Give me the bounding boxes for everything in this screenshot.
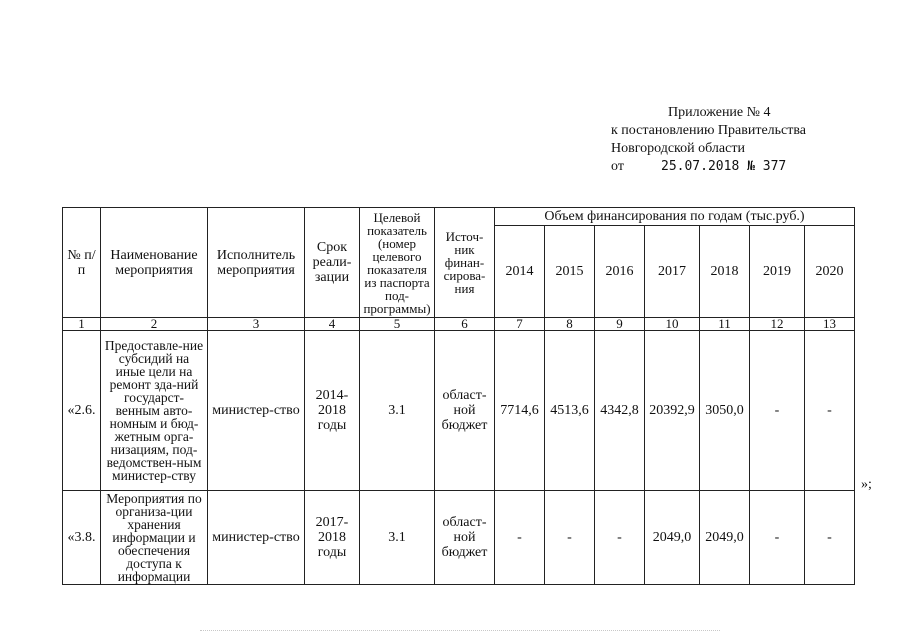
closing-quote-mark: »; xyxy=(861,477,872,492)
row-value: - xyxy=(805,491,855,585)
column-number: 8 xyxy=(545,318,595,331)
row-number: «3.8. xyxy=(63,491,101,585)
date-prefix: от xyxy=(611,159,624,174)
row-value: - xyxy=(495,491,545,585)
appendix-line-2: Новгородской области xyxy=(611,141,745,156)
row-source: област-ной бюджет xyxy=(435,331,495,491)
year-header: 2019 xyxy=(750,226,805,318)
col-executor-header: Исполнитель мероприятия xyxy=(208,208,305,318)
row-term: 2017-2018 годы xyxy=(305,491,360,585)
year-header: 2014 xyxy=(495,226,545,318)
row-value: 7714,6 xyxy=(495,331,545,491)
row-value: - xyxy=(750,491,805,585)
column-number: 1 xyxy=(63,318,101,331)
row-value: 2049,0 xyxy=(645,491,700,585)
appendix-line-1: к постановлению Правительства xyxy=(611,123,807,138)
appendix-date-line xyxy=(611,158,806,176)
column-numbers-row xyxy=(63,318,855,331)
row-name: Предоставле-ние субсидий на иные цели на ремонт зда-ний государст-венным авто-номным и бюд-жетным орга-низациям, под-ведомствен-ным министер-ству xyxy=(101,331,208,491)
column-number: 10 xyxy=(645,318,700,331)
row-value: - xyxy=(805,331,855,491)
row-number: «2.6. xyxy=(63,331,101,491)
year-header: 2018 xyxy=(700,226,750,318)
row-value: 4513,6 xyxy=(545,331,595,491)
row-value: 3050,0 xyxy=(700,331,750,491)
row-value: 4342,8 xyxy=(595,331,645,491)
row-value: - xyxy=(545,491,595,585)
year-header: 2016 xyxy=(595,226,645,318)
appendix-header xyxy=(611,104,806,176)
row-executor: министер-ство xyxy=(208,491,305,585)
column-number: 2 xyxy=(101,318,208,331)
column-number: 3 xyxy=(208,318,305,331)
year-header: 2015 xyxy=(545,226,595,318)
col-source-header: Источ-ник финан-сирова-ния xyxy=(435,208,495,318)
funding-table xyxy=(62,207,855,585)
year-header: 2017 xyxy=(645,226,700,318)
row-target: 3.1 xyxy=(360,331,435,491)
year-header: 2020 xyxy=(805,226,855,318)
row-term: 2014-2018 годы xyxy=(305,331,360,491)
decree-date-number: 25.07.2018 № 377 xyxy=(661,159,787,174)
table-row xyxy=(63,331,855,491)
column-number: 6 xyxy=(435,318,495,331)
column-number: 13 xyxy=(805,318,855,331)
col-funding-header: Объем финансирования по годам (тыс.руб.) xyxy=(495,208,855,226)
col-name-header: Наименование мероприятия xyxy=(101,208,208,318)
table-header-row-1 xyxy=(63,208,855,226)
column-number: 12 xyxy=(750,318,805,331)
row-value: - xyxy=(750,331,805,491)
row-value: 20392,9 xyxy=(645,331,700,491)
column-number: 9 xyxy=(595,318,645,331)
column-number: 11 xyxy=(700,318,750,331)
row-name: Мероприятия по организа-ции хранения информации и обеспечения доступа к информации xyxy=(101,491,208,585)
column-number: 7 xyxy=(495,318,545,331)
col-term-header: Срок реали-зации xyxy=(305,208,360,318)
col-target-header: Целевой показатель (номер целевого показателя из паспорта под-программы) xyxy=(360,208,435,318)
column-number: 5 xyxy=(360,318,435,331)
scan-artifact-line xyxy=(200,630,720,632)
table-row xyxy=(63,491,855,585)
column-number: 4 xyxy=(305,318,360,331)
col-num-header: № п/п xyxy=(63,208,101,318)
row-value: - xyxy=(595,491,645,585)
row-target: 3.1 xyxy=(360,491,435,585)
row-source: област-ной бюджет xyxy=(435,491,495,585)
appendix-title: Приложение № 4 xyxy=(668,105,771,120)
row-value: 2049,0 xyxy=(700,491,750,585)
row-executor: министер-ство xyxy=(208,331,305,491)
